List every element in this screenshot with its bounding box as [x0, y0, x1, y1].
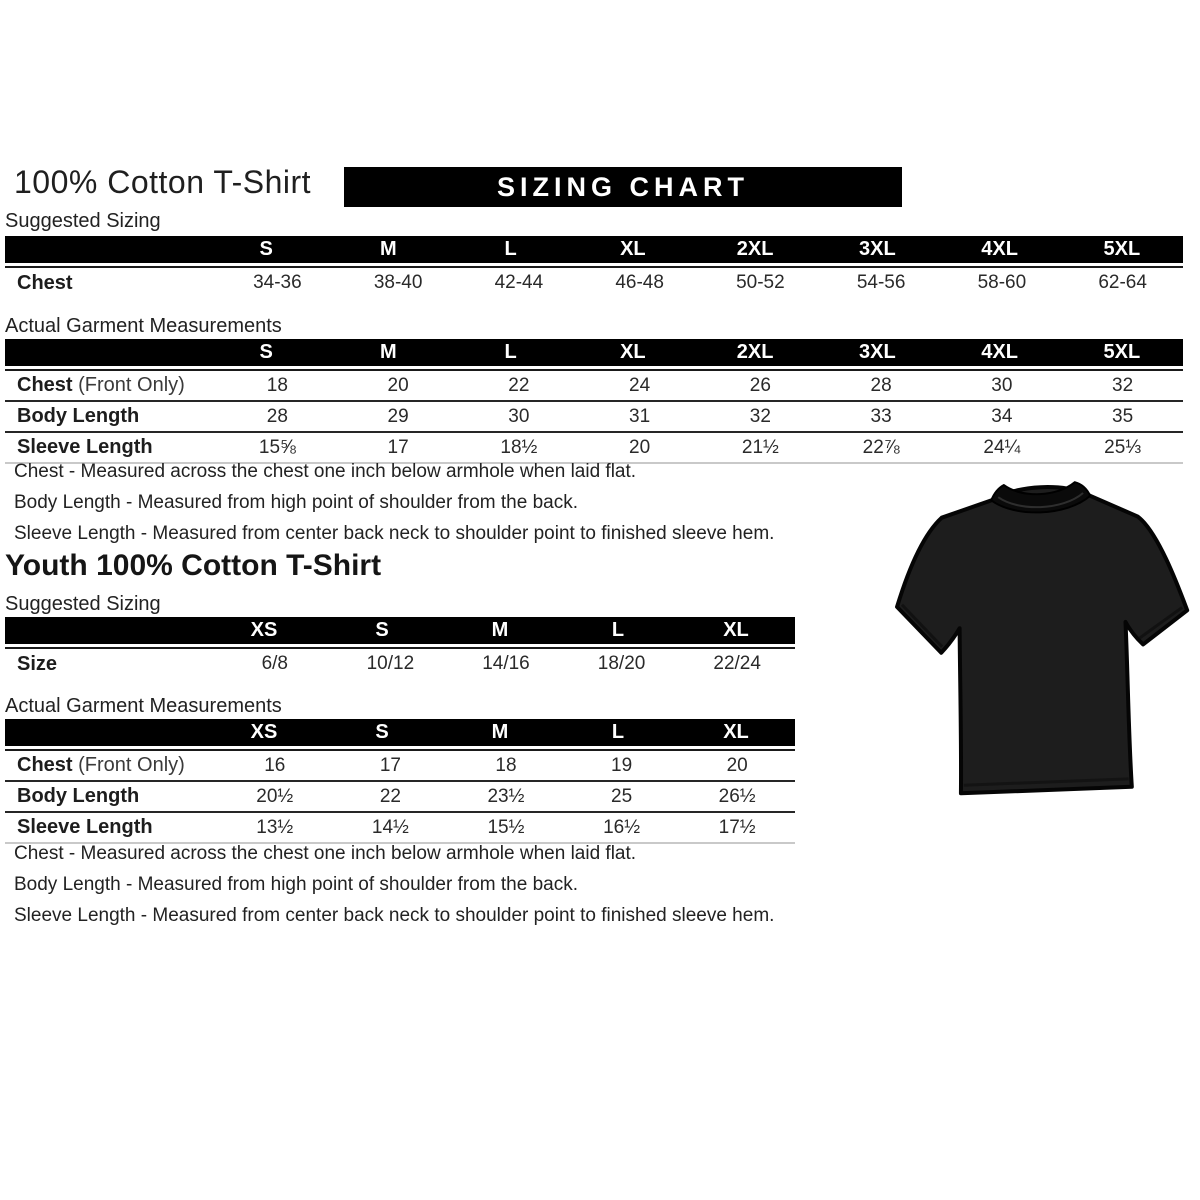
body-length-value: 20½ — [256, 785, 294, 807]
size-value: 10/12 — [366, 653, 415, 674]
size-value: 6/8 — [261, 653, 288, 674]
row-label — [5, 374, 217, 397]
chest-value: 46-48 — [615, 272, 664, 293]
size-col-header: L — [504, 238, 517, 260]
size-col-header: 4XL — [981, 341, 1018, 363]
table-row-sleeve-length — [5, 811, 795, 844]
size-col-header: 3XL — [859, 238, 896, 260]
chest-value: 28 — [870, 374, 892, 396]
size-col-header: L — [611, 619, 625, 641]
row-label: Size — [17, 652, 58, 675]
chest-value: 18 — [495, 754, 517, 776]
row-label: Chest — [17, 271, 73, 294]
size-col-header: 4XL — [981, 238, 1018, 260]
sleeve-length-value: 20 — [629, 436, 651, 458]
youth-section-title: Youth 100% Cotton T-Shirt — [5, 549, 382, 582]
size-col-header: 5XL — [1103, 341, 1141, 363]
body-length-value: 34 — [991, 405, 1013, 427]
youth-actual-measurements-table — [5, 719, 795, 844]
row-label-main: Chest — [17, 374, 73, 396]
sleeve-length-value: 18½ — [500, 436, 538, 458]
chest-value: 18 — [266, 374, 288, 396]
adult-actual-measurements-table — [5, 339, 1183, 464]
table-header-row — [5, 236, 1183, 263]
body-length-value: 26½ — [718, 785, 756, 807]
body-length-value: 23½ — [487, 785, 525, 807]
row-label: Sleeve Length — [17, 816, 153, 838]
table-row-body-length — [5, 400, 1183, 431]
row-label: Sleeve Length — [17, 436, 153, 458]
body-length-value: 28 — [266, 405, 288, 427]
table-row-body-length — [5, 780, 795, 811]
sizing-chart-banner-label: SIZING CHART — [497, 171, 749, 202]
size-col-header: XS — [250, 619, 278, 641]
size-col-header: L — [611, 721, 625, 743]
row-label-suffix: (Front Only) — [78, 754, 185, 776]
adult-suggested-sizing-label: Suggested Sizing — [5, 210, 161, 232]
table-header-row — [5, 719, 795, 746]
table-header-row — [5, 339, 1183, 366]
chest-value: 19 — [611, 754, 633, 776]
sleeve-length-value: 25⅓ — [1104, 436, 1142, 458]
page-title: 100% Cotton T-Shirt — [14, 164, 312, 200]
body-length-value: 35 — [1112, 405, 1134, 427]
youth-suggested-sizing-table — [5, 617, 795, 679]
body-length-value: 33 — [870, 405, 892, 427]
body-length-value: 29 — [387, 405, 409, 427]
table-row-chest — [5, 266, 1183, 298]
note-sleeve-length: Sleeve Length - Measured from center back neck to shoulder point to finished sleeve hem. — [14, 905, 775, 926]
sleeve-length-value: 14½ — [371, 816, 409, 838]
size-value: 22/24 — [713, 653, 761, 674]
table-row-chest — [5, 749, 795, 780]
table-row-chest — [5, 369, 1183, 400]
body-length-value: 30 — [508, 405, 530, 427]
sleeve-length-value: 24¼ — [983, 436, 1021, 458]
size-col-header: M — [491, 721, 509, 743]
row-label: Body Length — [17, 405, 140, 427]
size-col-header: XL — [620, 238, 646, 260]
row-label-suffix: (Front Only) — [78, 374, 185, 396]
size-col-header: S — [259, 341, 273, 363]
row-label: Body Length — [17, 785, 140, 807]
note-body-length: Body Length - Measured from high point of shoulder from the back. — [14, 492, 578, 513]
chest-value: 22 — [508, 374, 530, 396]
size-col-header: M — [380, 341, 397, 363]
row-label-main: Chest — [17, 754, 73, 776]
chest-value: 20 — [387, 374, 409, 396]
chest-value: 38-40 — [373, 272, 423, 293]
size-col-header: XL — [723, 721, 749, 743]
chest-value: 30 — [991, 374, 1013, 396]
size-col-header: 2XL — [736, 341, 774, 363]
body-length-value: 31 — [629, 405, 651, 427]
sleeve-length-value: 17 — [387, 436, 409, 458]
size-col-header: S — [375, 721, 389, 743]
size-col-header: XS — [250, 721, 278, 743]
adult-actual-measurements-label: Actual Garment Measurements — [5, 315, 282, 337]
size-value: 14/16 — [482, 653, 530, 674]
size-col-header: M — [380, 238, 397, 260]
size-col-header: 3XL — [859, 341, 896, 363]
chest-value: 50-52 — [736, 272, 785, 293]
chest-value: 24 — [629, 374, 651, 396]
body-length-value: 25 — [611, 785, 633, 807]
youth-actual-measurements-label: Actual Garment Measurements — [5, 695, 282, 717]
sleeve-length-value: 15⅝ — [258, 436, 296, 458]
chest-value: 54-56 — [856, 272, 906, 293]
tshirt-product-image — [890, 472, 1200, 812]
chest-value: 26 — [749, 374, 771, 396]
chest-value: 34-36 — [253, 272, 302, 293]
chest-value: 42-44 — [494, 272, 544, 293]
chest-value: 16 — [264, 754, 286, 776]
note-chest: Chest - Measured across the chest one inch below armhole when laid flat. — [14, 843, 637, 864]
body-length-value: 32 — [749, 405, 771, 427]
chest-value: 62-64 — [1098, 272, 1147, 293]
sleeve-length-value: 13½ — [256, 816, 294, 838]
size-col-header: S — [375, 619, 389, 641]
youth-measurement-notes — [14, 843, 774, 936]
size-value: 18/20 — [597, 653, 646, 674]
youth-suggested-sizing-label: Suggested Sizing — [5, 593, 161, 615]
size-col-header: XL — [620, 341, 646, 363]
size-col-header: S — [259, 238, 273, 260]
sleeve-length-value: 15½ — [487, 816, 525, 838]
sleeve-length-value: 16½ — [603, 816, 641, 838]
body-length-value: 22 — [379, 785, 401, 807]
note-sleeve-length: Sleeve Length - Measured from center back neck to shoulder point to finished sleeve hem. — [14, 523, 775, 544]
size-col-header: M — [491, 619, 509, 641]
black-tshirt-icon — [890, 472, 1200, 812]
sleeve-length-value: 17½ — [718, 816, 756, 838]
size-col-header: 2XL — [736, 238, 774, 260]
chest-value: 32 — [1112, 374, 1134, 396]
size-col-header: 5XL — [1103, 238, 1141, 260]
note-body-length: Body Length - Measured from high point of shoulder from the back. — [14, 874, 578, 895]
sleeve-length-value: 21½ — [741, 436, 779, 458]
size-col-header: L — [504, 341, 517, 363]
row-label — [5, 754, 217, 777]
chest-value: 58-60 — [977, 272, 1027, 293]
chest-value: 20 — [726, 754, 748, 776]
adult-measurement-notes — [14, 461, 774, 554]
note-chest: Chest - Measured across the chest one inch below armhole when laid flat. — [14, 461, 637, 482]
table-row-size — [5, 647, 795, 679]
table-header-row — [5, 617, 795, 644]
adult-suggested-sizing-table — [5, 236, 1183, 298]
sizing-chart-banner — [344, 167, 902, 207]
size-col-header: XL — [723, 619, 749, 641]
sleeve-length-value: 22⅞ — [862, 436, 900, 458]
table-row-sleeve-length — [5, 431, 1183, 464]
chest-value: 17 — [379, 754, 401, 776]
